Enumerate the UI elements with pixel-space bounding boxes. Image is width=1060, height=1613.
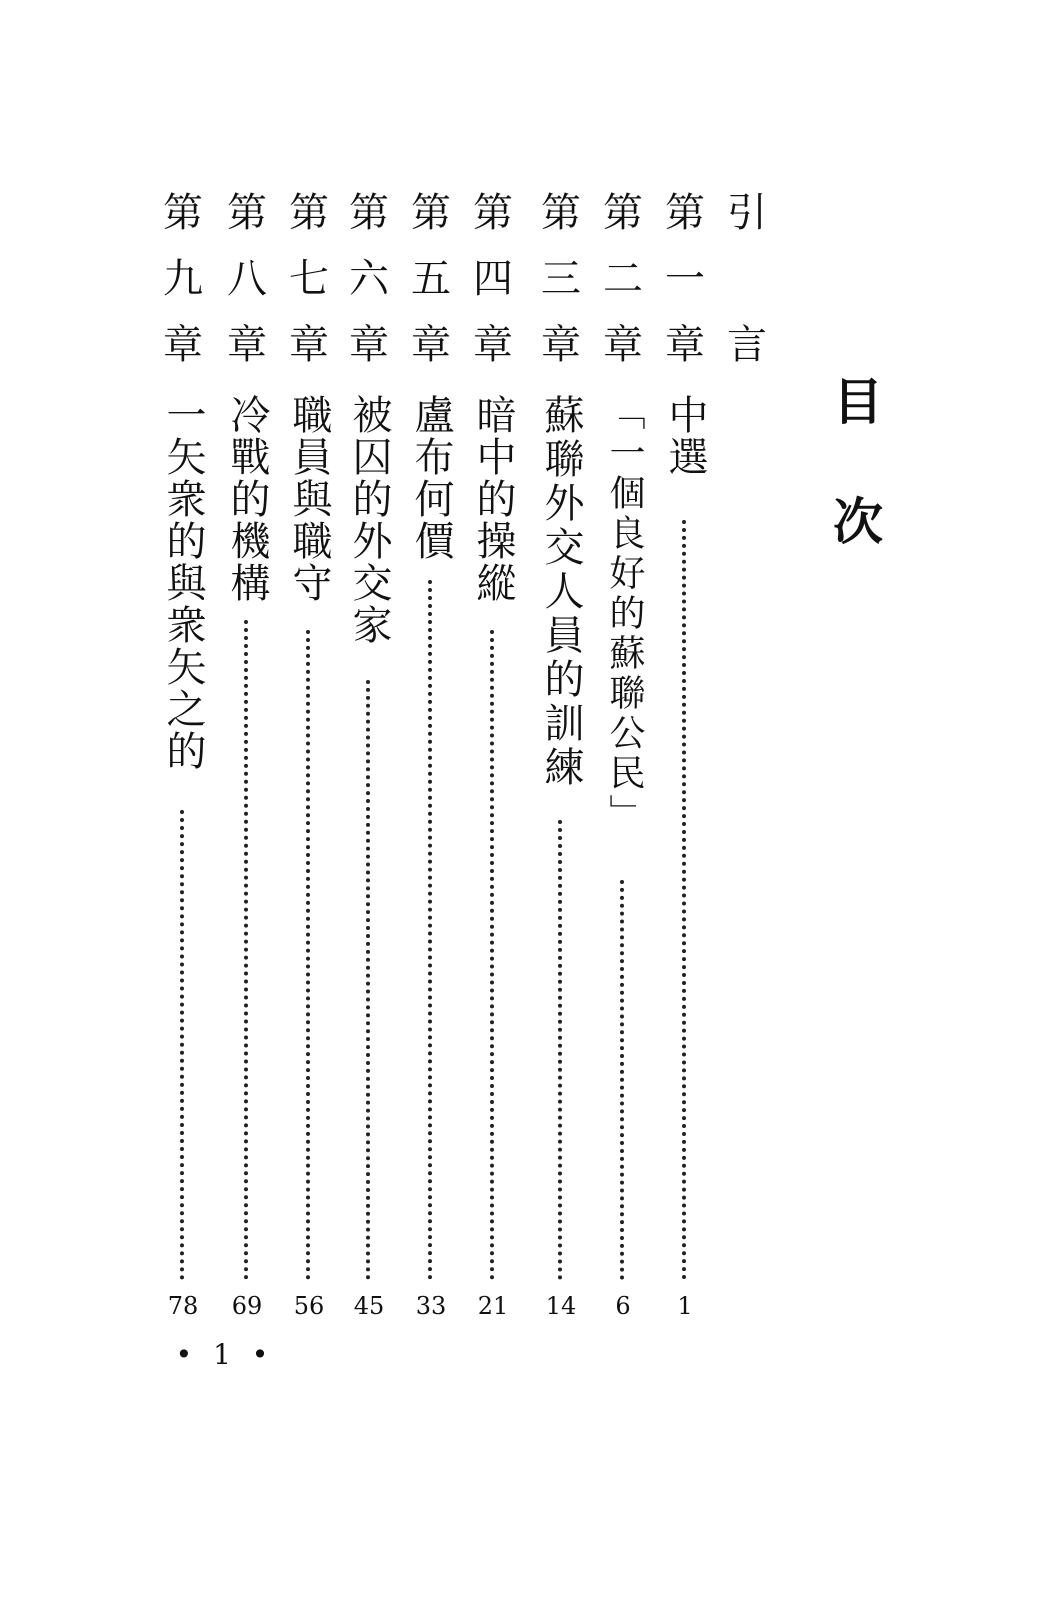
- toc-title-char-2: 次: [833, 492, 883, 551]
- chapter-title: 被囚的外交家: [346, 394, 392, 646]
- chapter-label-char: 一: [665, 256, 705, 302]
- chapter-label-char: 九: [163, 256, 203, 302]
- leader-dots: [490, 630, 494, 1280]
- toc-entry-preface[interactable]: [724, 180, 770, 1340]
- chapter-title: 「一個良好的蘇聯公民」: [604, 394, 645, 834]
- page-number: 69: [231, 1292, 263, 1320]
- page-number: 56: [293, 1292, 325, 1320]
- chapter-label-char: 第: [289, 190, 329, 236]
- chapter-label-char: 第: [665, 190, 705, 236]
- chapter-label: [160, 180, 206, 378]
- toc-entry-chapter-4[interactable]: [470, 180, 516, 1340]
- leader-dots: [366, 680, 370, 1280]
- toc-entry-chapter-3[interactable]: [538, 180, 584, 1340]
- chapter-label-char: 八: [227, 256, 267, 302]
- page-number: 45: [353, 1292, 385, 1320]
- chapter-label-char: 引: [727, 190, 767, 236]
- chapter-label: [724, 180, 770, 378]
- toc-entry-chapter-7[interactable]: [286, 180, 332, 1340]
- leader-dots: [620, 880, 624, 1280]
- chapter-label-char: 第: [227, 190, 267, 236]
- chapter-label-char: 章: [163, 322, 203, 368]
- chapter-label-char: 第: [473, 190, 513, 236]
- folio-page-number: • 1 •: [175, 1338, 275, 1371]
- chapter-label-char: 章: [603, 322, 643, 368]
- chapter-title: 中選: [662, 394, 708, 478]
- chapter-label-char: 二: [603, 256, 643, 302]
- chapter-label-char: 第: [541, 190, 581, 236]
- leader-dots: [306, 630, 310, 1280]
- chapter-label-char: [724, 246, 770, 312]
- leader-dots: [558, 820, 562, 1280]
- chapter-label-char: 第: [411, 190, 451, 236]
- chapter-label-char: 七: [289, 256, 329, 302]
- chapter-label-char: 五: [411, 256, 451, 302]
- chapter-title: 冷戰的機構: [224, 394, 270, 604]
- chapter-label-char: 第: [163, 190, 203, 236]
- page-number: 14: [545, 1292, 577, 1320]
- chapter-label: [538, 180, 584, 378]
- chapter-label-char: 章: [541, 322, 581, 368]
- chapter-title: 暗中的操縱: [470, 394, 516, 604]
- chapter-title: 蘇聯外交人員的訓練: [538, 394, 584, 790]
- chapter-title: 一矢衆的與衆矢之的: [160, 394, 206, 772]
- chapter-label: [224, 180, 270, 378]
- chapter-label-char: 章: [227, 322, 267, 368]
- chapter-label-char: 言: [727, 322, 767, 368]
- toc-entry-chapter-6[interactable]: [346, 180, 392, 1340]
- page-number: 6: [615, 1292, 631, 1320]
- leader-dots: [428, 580, 432, 1280]
- toc-entry-chapter-1[interactable]: [662, 180, 708, 1340]
- leader-dots: [244, 620, 248, 1280]
- page-number: 21: [477, 1292, 509, 1320]
- chapter-label-char: 四: [473, 256, 513, 302]
- chapter-label-char: 第: [603, 190, 643, 236]
- toc-entry-chapter-9[interactable]: [160, 180, 206, 1340]
- toc-entry-chapter-2[interactable]: [600, 180, 646, 1340]
- page-number: 33: [415, 1292, 447, 1320]
- chapter-label-char: 章: [289, 322, 329, 368]
- chapter-label: [346, 180, 392, 378]
- chapter-label-char: 三: [541, 256, 581, 302]
- chapter-label: [408, 180, 454, 378]
- toc-entry-chapter-5[interactable]: [408, 180, 454, 1340]
- chapter-label-char: 章: [665, 322, 705, 368]
- chapter-label-char: 第: [349, 190, 389, 236]
- page-number: 78: [167, 1292, 199, 1320]
- chapter-title: 職員與職守: [286, 394, 332, 604]
- toc-entry-chapter-8[interactable]: [224, 180, 270, 1340]
- leader-dots: [682, 520, 686, 1280]
- chapter-label: [286, 180, 332, 378]
- page-number: 1: [677, 1292, 693, 1320]
- chapter-label: [470, 180, 516, 378]
- chapter-label-char: 章: [349, 322, 389, 368]
- chapter-label-char: 章: [411, 322, 451, 368]
- toc-title-char-1: 目: [833, 372, 883, 431]
- toc-title: [826, 372, 890, 592]
- leader-dots: [180, 810, 184, 1280]
- chapter-title: 盧布何價: [408, 394, 454, 562]
- chapter-label-char: 章: [473, 322, 513, 368]
- chapter-label-char: 六: [349, 256, 389, 302]
- chapter-label: [662, 180, 708, 378]
- chapter-label: [600, 180, 646, 378]
